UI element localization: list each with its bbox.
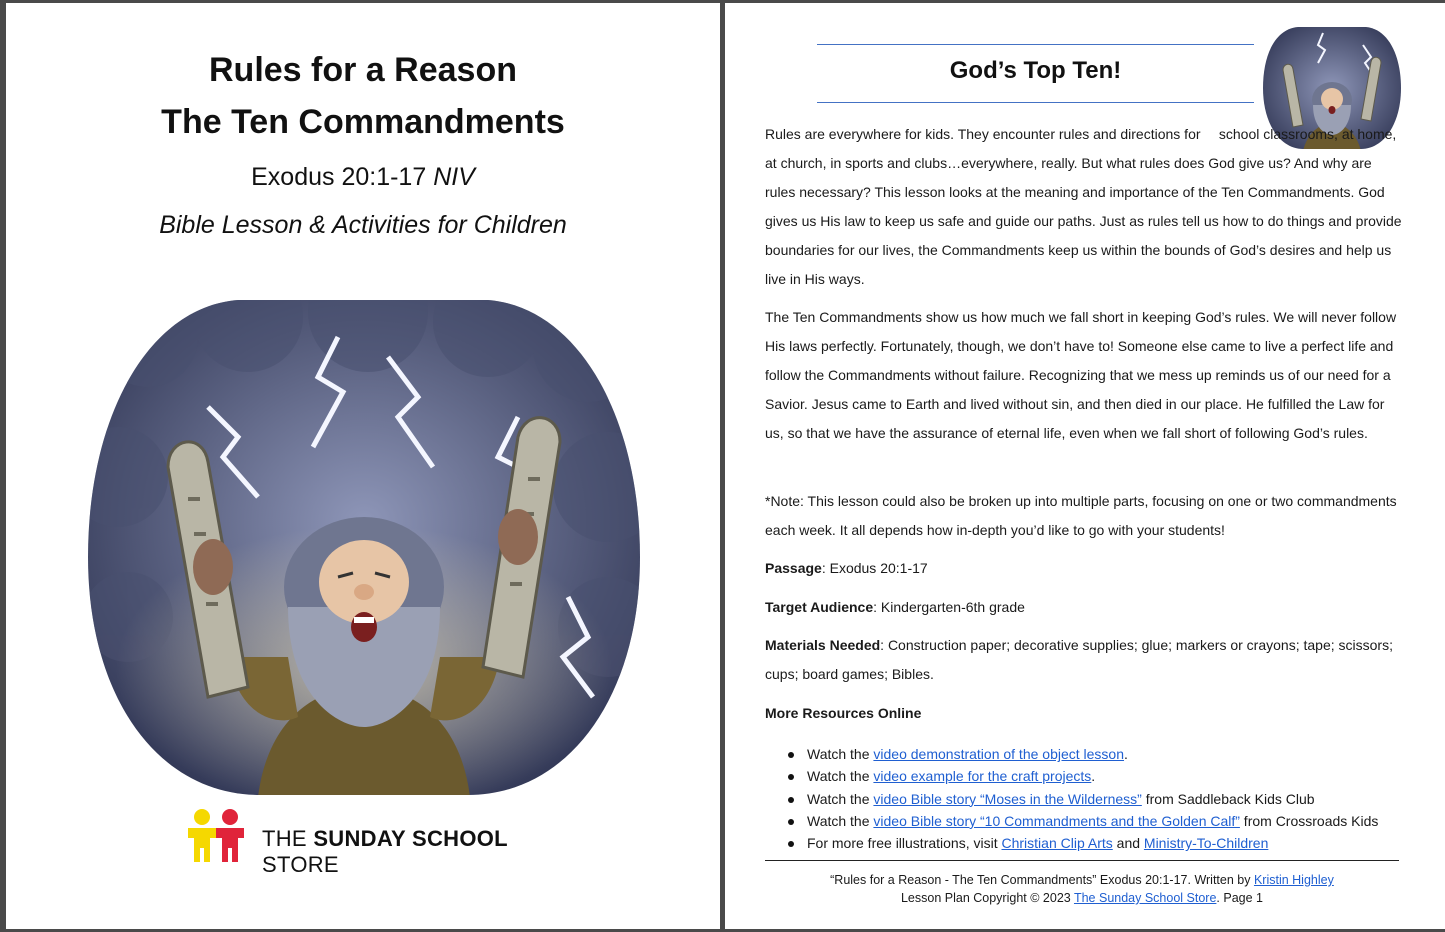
resource-text: . — [1124, 746, 1128, 762]
resources-list — [765, 743, 1405, 854]
resource-text: and — [1112, 835, 1144, 852]
resource-link-golden-calf[interactable]: video Bible story “10 Commandments and the Golden Calf” — [873, 812, 1240, 829]
intro-paragraph — [765, 120, 1405, 294]
reference-text: Exodus 20:1-17 — [251, 163, 427, 191]
resources-heading: More Resources Online — [765, 705, 922, 721]
author-link[interactable]: Kristin Highley — [1253, 873, 1334, 887]
footer-citation: “Rules for a Reason - The Ten Commandments” Exodus 20:1-17. Written by — [830, 873, 1254, 887]
passage-line — [765, 554, 928, 583]
gospel-paragraph: The Ten Commandments show us how much we fall short in keeping God’s rules. We will never follow His laws perfectly. Fortunately, though, we don’t have to! Someone else came to live a perfect life and follow the Commandments without failure. Recognizing that we mess up reminds us of our need for a Savior. Jesus came to Earth and lived without sin, and then died in our place. He fulfilled the Law for us, so that we have the assurance of eternal life, even when we fall short of following God’s rules. — [765, 309, 1397, 441]
resource-item — [765, 765, 1405, 787]
resource-item — [765, 743, 1405, 765]
resource-link-object-lesson[interactable]: video demonstration of the object lesson — [873, 746, 1125, 762]
footer-copyright: Lesson Plan Copyright © 2023 — [900, 891, 1074, 905]
resource-text: Watch the — [807, 768, 874, 785]
resource-item — [765, 832, 1405, 854]
resource-text: Watch the — [807, 812, 874, 829]
logo-text-bold: SUNDAY SCHOOL — [313, 826, 508, 851]
paper-doll-logo-icon — [182, 808, 252, 864]
footer-line2 — [765, 889, 1399, 907]
logo-text — [262, 826, 582, 878]
version-text: NIV — [433, 163, 475, 191]
resource-text: Watch the — [807, 790, 874, 807]
resource-text: . — [1091, 768, 1096, 785]
resource-text: from Saddleback Kids Club — [1141, 790, 1315, 807]
logo-text-prefix: THE — [262, 826, 314, 851]
intro-rest: school classrooms, at home, at church, in sports and clubs…everywhere, really. But what rules does God give us? And why are rules necessary? This lesson looks at the meaning and importance of the Ten Commandments. God gives us His law to keep us safe and guide our paths. Just as rules tell us how to do things and provide boundaries for our lives, the Commandments keep us within the bounds of God’s desires and help us live in His ways. — [765, 126, 1402, 287]
resource-text: Watch the — [807, 746, 874, 762]
ministry-to-children-link[interactable]: Ministry-To-Children — [1143, 835, 1269, 852]
resource-text: For more free illustrations, visit — [807, 835, 1002, 852]
cover-reference — [6, 163, 720, 192]
passage-label: Passage — [765, 560, 822, 576]
heading-top-rule — [817, 44, 1254, 45]
audience-label: Target Audience — [765, 599, 874, 615]
heading-bottom-rule — [817, 102, 1254, 103]
resource-text: from Crossroads Kids — [1239, 812, 1379, 829]
materials-label: Materials Needed — [765, 637, 881, 653]
cover-title-line2: The Ten Commandments — [161, 103, 565, 141]
page-footer — [765, 871, 1399, 907]
materials-value: : Construction paper; decorative supplies; glue; markers or crayons; tape; scissors; cups; board games; Bibles. — [765, 637, 1393, 682]
lesson-heading: God’s Top Ten! — [949, 57, 1122, 84]
lesson-page — [725, 3, 1445, 929]
sunday-school-store-logo — [182, 808, 582, 877]
resource-link-moses-wilderness[interactable]: video Bible story “Moses in the Wilderness” — [873, 790, 1142, 807]
moses-illustration — [88, 297, 640, 797]
footer-page-number: . Page 1 — [1216, 891, 1263, 905]
footer-line1 — [765, 871, 1399, 889]
cover-title-line1: Rules for a Reason — [209, 51, 517, 89]
logo-text-suffix: STORE — [262, 852, 339, 877]
store-link[interactable]: The Sunday School Store — [1073, 891, 1217, 905]
intro-first-line: Rules are everywhere for kids. They encounter rules and directions for — [765, 126, 1201, 142]
note-paragraph: *Note: This lesson could also be broken up into multiple parts, focusing on one or two commandments each week. It all depends how in-depth you’d like to go with your students! — [765, 493, 1397, 538]
resource-link-craft-projects[interactable]: video example for the craft projects — [873, 768, 1092, 785]
audience-line — [765, 593, 1025, 622]
resource-item — [765, 788, 1405, 810]
materials-line — [765, 631, 1405, 689]
resource-item — [765, 810, 1405, 832]
christian-clip-arts-link[interactable]: Christian Clip Arts — [1001, 835, 1113, 852]
cover-page — [6, 3, 720, 929]
passage-value: : Exodus 20:1-17 — [821, 560, 928, 576]
cover-subtitle: Bible Lesson & Activities for Children — [159, 211, 567, 239]
audience-value: : Kindergarten-6th grade — [873, 599, 1025, 615]
footer-rule — [765, 860, 1399, 861]
